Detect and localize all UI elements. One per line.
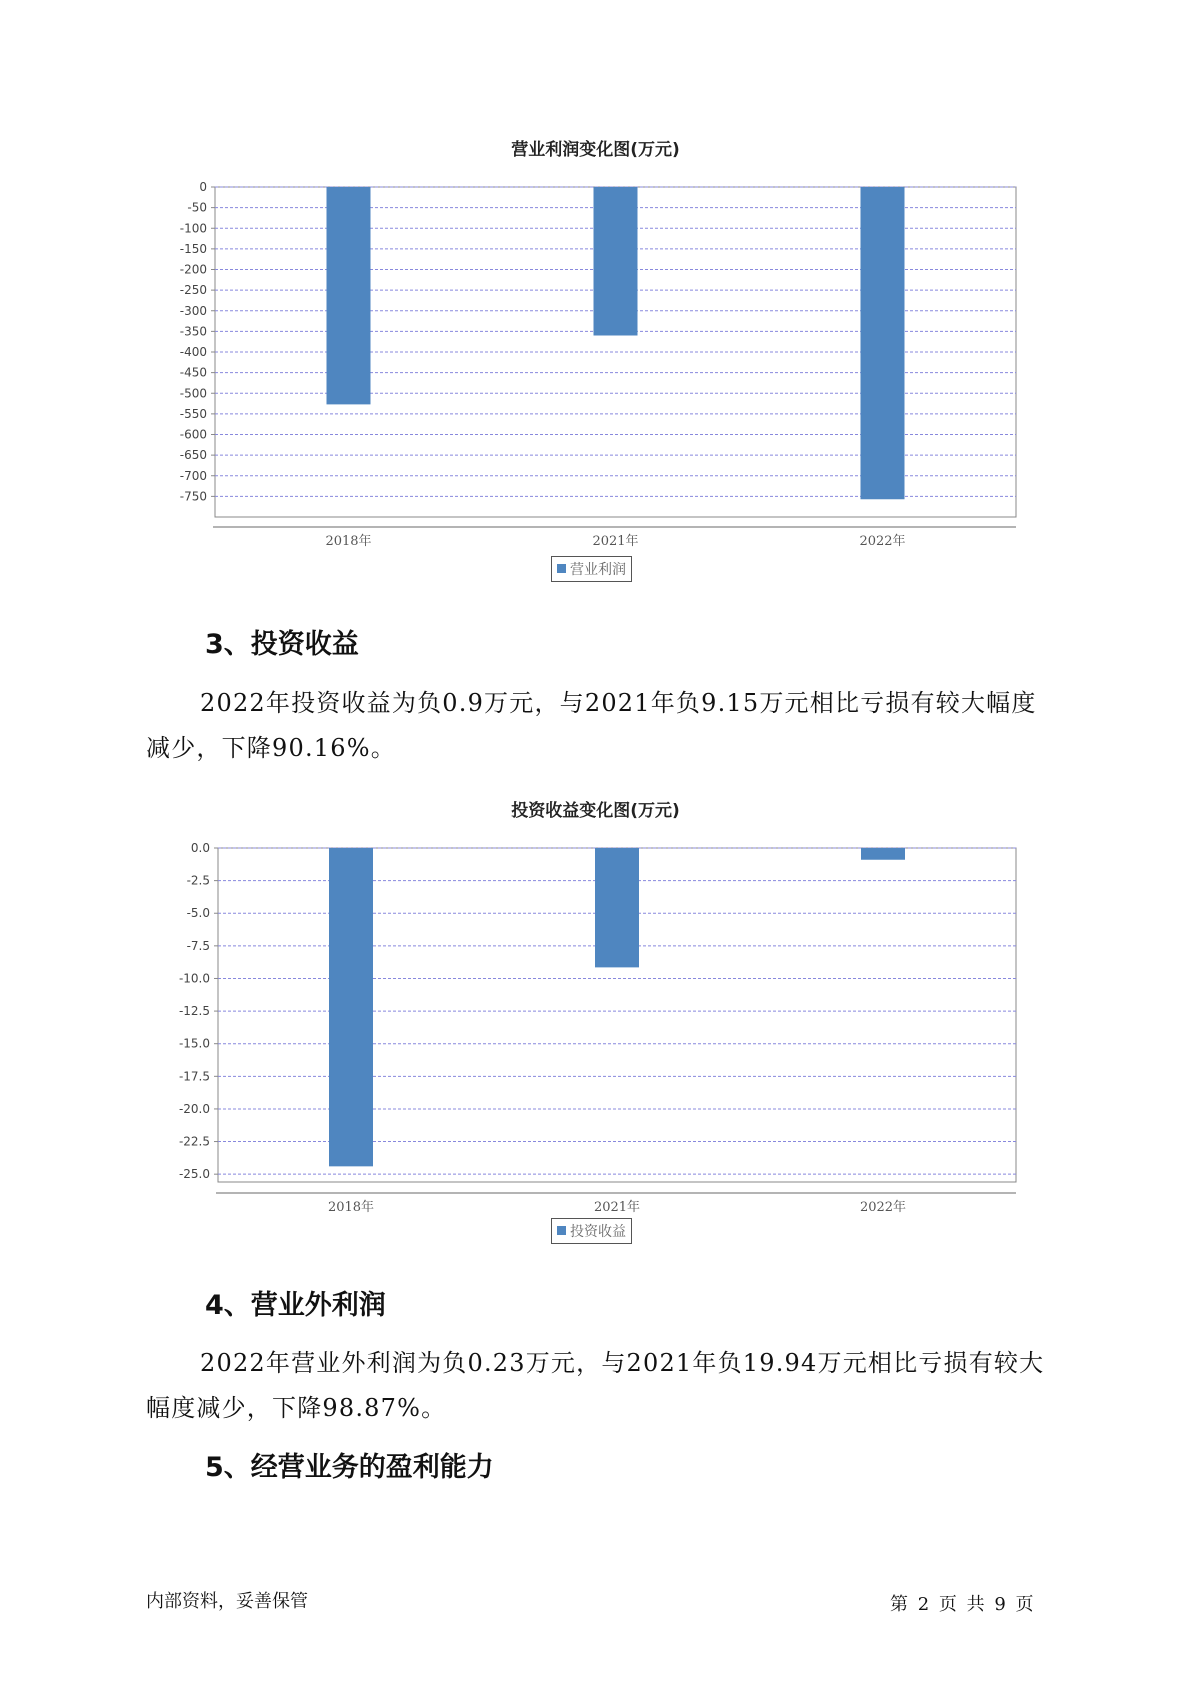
y-tick-label: 0 — [199, 180, 207, 194]
investment-income-chart — [0, 796, 1191, 1246]
y-tick-label: -25.0 — [178, 1167, 210, 1182]
legend-label: 投资收益 — [570, 1224, 626, 1240]
y-tick-label: -20.0 — [178, 1101, 210, 1116]
y-tick-label: -500 — [179, 386, 207, 401]
y-tick-label: -7.5 — [186, 938, 210, 953]
legend-label: 营业利润 — [570, 562, 626, 578]
bar — [861, 848, 905, 860]
section-text-non-operating-profit: 2022年营业外利润为负0.23万元，与2021年负19.94万元相比亏损有较大幅度减少，下降98.87%。 — [146, 1349, 1045, 1422]
x-tick-label: 2022年 — [859, 1200, 907, 1215]
y-tick-label: -200 — [179, 262, 207, 277]
footer-page-number: 第 2 页 共 9 页 — [890, 1594, 1034, 1615]
legend-swatch — [557, 1226, 566, 1235]
y-tick-label: -300 — [179, 303, 207, 318]
footer-confidential-note: 内部资料，妥善保管 — [146, 1591, 308, 1612]
bar — [329, 848, 373, 1166]
y-tick-label: -400 — [179, 345, 207, 359]
bar — [861, 187, 905, 499]
y-tick-label: -22.5 — [178, 1134, 210, 1149]
y-tick-label: -350 — [179, 324, 207, 339]
section-heading-non-operating-profit: 4、营业外利润 — [205, 1290, 386, 1321]
x-tick-label: 2021年 — [593, 1200, 641, 1215]
y-tick-label: -15.0 — [178, 1036, 210, 1051]
y-tick-label: -600 — [179, 427, 207, 442]
y-tick-label: -50 — [187, 200, 207, 215]
x-tick-label: 2018年 — [327, 1200, 375, 1215]
chart-title: 投资收益变化图(万元) — [511, 801, 680, 821]
chart-legend — [551, 556, 632, 582]
y-tick-label: -700 — [179, 468, 207, 483]
y-tick-label: -650 — [179, 448, 207, 463]
y-tick-label: -450 — [179, 365, 207, 380]
y-tick-label: 0.0 — [190, 841, 210, 855]
chart-legend — [551, 1218, 632, 1244]
y-tick-label: -5.0 — [186, 906, 210, 921]
bar — [327, 187, 371, 404]
chart-plot — [0, 796, 1191, 1246]
y-tick-label: -750 — [179, 489, 207, 504]
bar — [595, 848, 639, 967]
legend-swatch — [557, 564, 566, 573]
section-heading-business-profitability: 5、经营业务的盈利能力 — [205, 1452, 494, 1483]
section-text-investment-income: 2022年投资收益为负0.9万元，与2021年负9.15万元相比亏损有较大幅度减少，下降90.16%。 — [146, 689, 1037, 762]
y-tick-label: -12.5 — [178, 1004, 210, 1019]
bar — [594, 187, 638, 336]
x-tick-label: 2022年 — [859, 534, 906, 549]
chart-plot — [0, 135, 1191, 585]
y-tick-label: -250 — [179, 283, 207, 298]
chart-title: 营业利润变化图(万元) — [511, 140, 680, 160]
y-tick-label: -100 — [179, 221, 207, 236]
y-tick-label: -550 — [179, 406, 207, 421]
y-tick-label: -150 — [179, 241, 207, 256]
operating-profit-chart — [0, 135, 1191, 585]
y-tick-label: -17.5 — [178, 1069, 210, 1084]
y-tick-label: -2.5 — [186, 873, 210, 888]
section-heading-investment-income: 3、投资收益 — [205, 629, 359, 660]
y-tick-label: -10.0 — [178, 971, 210, 986]
x-tick-label: 2018年 — [325, 534, 372, 549]
x-tick-label: 2021年 — [592, 534, 639, 549]
